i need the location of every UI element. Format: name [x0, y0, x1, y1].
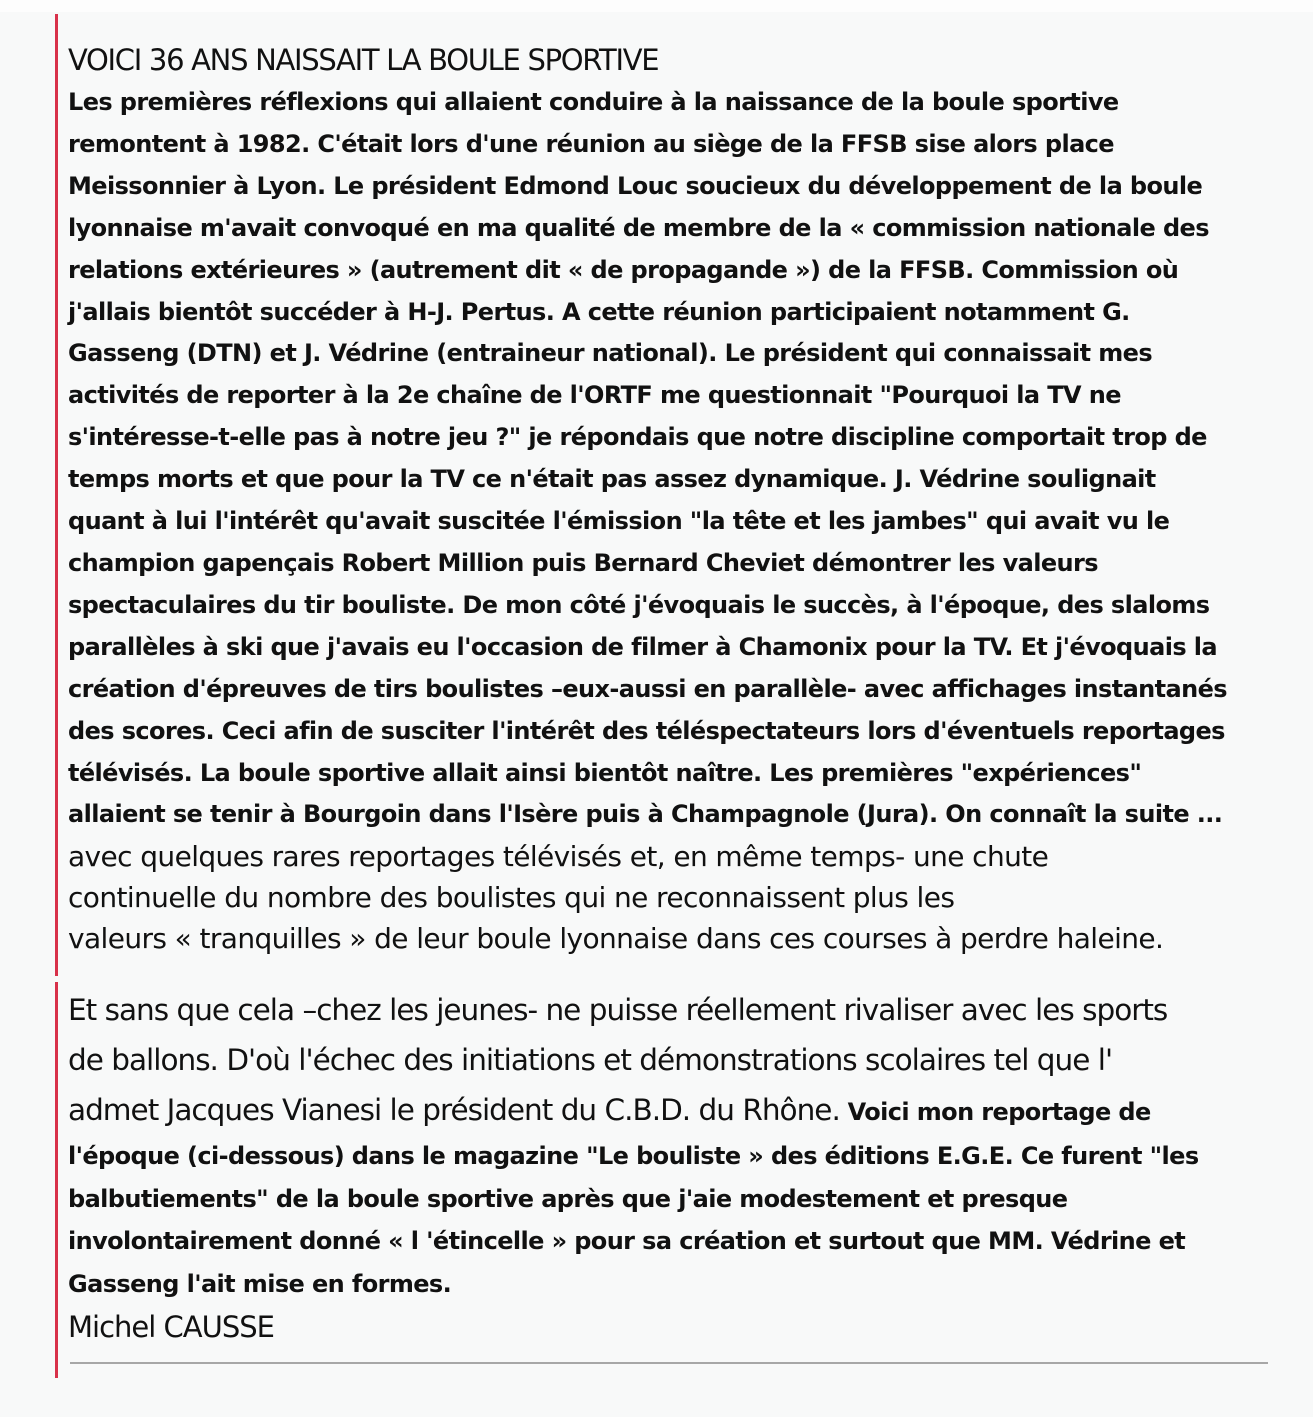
author-signature: Michel CAUSSE [68, 1310, 274, 1345]
paragraph-1-line: des scores. Ceci afin de susciter l'intérêt des téléspectateurs lors d'éventuels reportages [68, 716, 1225, 745]
paragraph-1-line: Les premières réflexions qui allaient conduire à la naissance de la boule sportive [68, 88, 1119, 116]
article-title: VOICI 36 ANS NAISSAIT LA BOULE SPORTIVE [68, 43, 659, 77]
paragraph-2-line: Gasseng l'ait mise en formes. [68, 1269, 452, 1298]
paragraph-1-line: télévisés. La boule sportive allait ainsi bientôt naître. Les premières "expériences" [68, 758, 1142, 787]
paragraph-2-line: involontairement donné « l 'étincelle » pour sa création et surtout que MM. Védrine et [68, 1227, 1186, 1256]
paragraph-1-line: j'allais bientôt succéder à H-J. Pertus. A cette réunion participaient notamment G. [68, 297, 1130, 326]
red-margin-rule-top [55, 14, 58, 976]
paragraph-1 [68, 82, 1268, 836]
paragraph-2-line: balbutiements" de la boule sportive après que j'aie modestement et presque [68, 1184, 1068, 1213]
paragraph-1-line: Meissonnier à Lyon. Le président Edmond Louc soucieux du développement de la boule [68, 171, 1203, 200]
paragraph-2 [68, 985, 1268, 1305]
paragraph-1-line: lyonnaise m'avait convoqué en ma qualité de membre de la « commission nationale des [68, 213, 1209, 242]
paragraph-1-line: champion gapençais Robert Million puis Bernard Cheviet démontrer les valeurs [68, 548, 1098, 577]
paragraph-1-line: remontent à 1982. C'était lors d'une réunion au siège de la FFSB sise alors place [68, 129, 1114, 158]
paragraph-1-line: allaient se tenir à Bourgoin dans l'Isère puis à Champagnole (Jura). On connaît la suite ... [68, 800, 1223, 829]
paragraph-1-continuation [68, 836, 1268, 959]
scan-top-edge [0, 0, 1313, 12]
article [68, 38, 1268, 1349]
paragraph-2-line: l'époque (ci-dessous) dans le magazine "Le bouliste » des éditions E.G.E. Ce furent "les [68, 1142, 1199, 1171]
paragraph-1-line: création d'épreuves de tirs boulistes –eux-aussi en parallèle- avec affichages instantanés [68, 674, 1227, 703]
paragraph-1-line: quant à lui l'intérêt qu'avait suscitée l'émission "la tête et les jambes" qui avait vu le [68, 507, 1170, 536]
red-margin-rule-bottom [55, 982, 58, 1378]
paragraph-1-continuation-line: valeurs « tranquilles » de leur boule lyonnaise dans ces courses à perdre haleine. [68, 922, 1164, 956]
paragraph-1-line: activités de reporter à la 2e chaîne de l'ORTF me questionnait "Pourquoi la TV ne [68, 381, 1121, 410]
paragraph-1-line: Gasseng (DTN) et J. Védrine (entraineur national). Le président qui connaissait mes [68, 339, 1153, 368]
paragraph-1-line: s'intéresse-t-elle pas à notre jeu ?" je répondais que notre discipline comportait trop de [68, 423, 1207, 452]
paragraph-2-line: de ballons. D'où l'échec des initiations et démonstrations scolaires tel que l' [68, 1043, 1113, 1078]
paragraph-1-line: spectaculaires du tir bouliste. De mon côté j'évoquais le succès, à l'époque, des slaloms [68, 590, 1210, 619]
paragraph-2-mixed-small-text: Voici mon reportage de [839, 1098, 1151, 1127]
paragraph-1-line: temps morts et que pour la TV ce n'était pas assez dynamique. J. Védrine soulignait [68, 465, 1156, 494]
paragraph-2-mixed-large-text: admet Jacques Vianesi le président du C.B.D. du Rhône. [68, 1093, 840, 1128]
paragraph-1-line: parallèles à ski que j'avais eu l'occasion de filmer à Chamonix pour la TV. Et j'évoquais la [68, 632, 1217, 661]
paragraph-2-mixed-line [68, 1085, 1268, 1135]
paragraph-2-line: Et sans que cela –chez les jeunes- ne puisse réellement rivaliser avec les sports [68, 993, 1168, 1028]
paragraph-1-line: relations extérieures » (autrement dit « de propagande ») de la FFSB. Commission où [68, 255, 1179, 284]
bottom-divider [70, 1362, 1268, 1364]
paragraph-1-continuation-line: continuelle du nombre des boulistes qui ne reconnaissent plus les [68, 881, 955, 915]
paragraph-1-continuation-line: avec quelques rares reportages télévisés et, en même temps- une chute [68, 840, 1049, 874]
